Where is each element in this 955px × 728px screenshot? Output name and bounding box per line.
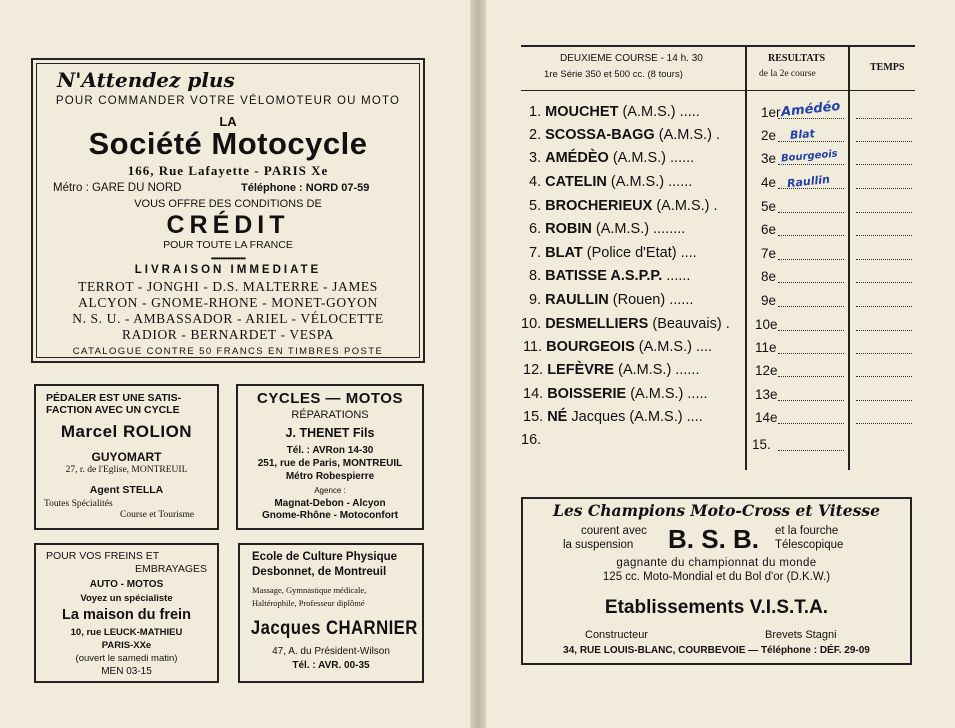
ad-bsb-constructeur: Constructeur (585, 629, 648, 641)
credit-title: CRÉDIT (166, 211, 290, 239)
ad-frein-line4: Voyez un spécialiste (80, 593, 173, 604)
ad-bsb-vista (521, 497, 912, 665)
entry-number: 15. (523, 409, 544, 425)
ad-cycles-phone: Tél. : AVRon 14-30 (286, 445, 374, 456)
result-line (778, 259, 844, 260)
handwritten-result: Blat (789, 127, 816, 142)
temps-line (856, 376, 912, 377)
entry-number: 5. (529, 198, 542, 214)
resultats-sub: de la 2e course (759, 69, 816, 79)
ad-cycles-title: CYCLES — MOTOS (257, 390, 403, 407)
entry-name: BATISSE A.S.P.P. (545, 268, 663, 284)
table-top-rule (521, 45, 915, 47)
entry-club: (A.M.S.) ..... (622, 104, 700, 120)
ad-rolion-line2: FACTION AVEC UN CYCLE (46, 404, 180, 416)
ad-frein-line2: EMBRAYAGES (135, 563, 207, 575)
ad-frein-open: (ouvert le samedi matin) (75, 653, 178, 664)
result-rank: 2e (761, 128, 777, 143)
ad-ecole-culture-physique (238, 543, 424, 683)
entry-name: LEFÈVRE (547, 362, 615, 378)
entry-club: (A.M.S.) . (658, 127, 720, 143)
race-entry (523, 362, 699, 378)
entry-club: (Beauvais) . (652, 316, 730, 332)
entry-club: (A.M.S.) ...... (612, 150, 695, 166)
entry-number: 4. (529, 174, 542, 190)
brand-line: TERROT - JONGHI - D.S. MALTERRE - JAMES (78, 279, 378, 294)
result-line (778, 376, 844, 377)
ad-rolion-spec2: Course et Tourisme (120, 510, 195, 520)
race-entry (529, 268, 690, 284)
entry-name: CATELIN (545, 174, 607, 190)
result-rank: 14e (755, 410, 778, 425)
entry-club: (A.M.S.) ........ (595, 221, 686, 237)
page-gutter (470, 0, 486, 728)
handwritten-result: Bourgeois (780, 148, 839, 165)
phone-info: Téléphone : NORD 07-59 (241, 182, 370, 194)
entry-number: 8. (529, 268, 542, 284)
ad-ecole-line4: Haltérophile, Professeur diplômé (252, 598, 365, 608)
company-name: Société Motocycle (88, 126, 368, 161)
result-line (778, 235, 844, 236)
ad-rolion-shop: GUYOMART (91, 450, 162, 464)
temps-header: TEMPS (870, 62, 905, 73)
temps-line (856, 423, 912, 424)
ad-cycles-brands2: Gnome-Rhône - Motoconfort (261, 510, 399, 521)
temps-line (856, 235, 912, 236)
result-rank: 9e (761, 293, 777, 308)
race-entry (523, 386, 708, 402)
header-bottom-rule (521, 90, 915, 91)
ad-frein-name: La maison du frein (62, 607, 191, 623)
result-rank: 15. (752, 437, 771, 452)
entry-name: NÉ (547, 409, 568, 425)
catalogue-text: CATALOGUE CONTRE 50 FRANCS EN TIMBRES POSTE (72, 346, 384, 357)
result-line (778, 330, 844, 331)
entry-club: ...... (666, 268, 691, 284)
result-line (778, 400, 844, 401)
race-entry (529, 221, 685, 237)
ad-subhead: POUR COMMANDER VOTRE VÉLOMOTEUR OU MOTO (55, 95, 401, 107)
ad-cycles-agence: Agence : (314, 486, 346, 495)
entry-club: Jacques (A.M.S.) .... (571, 409, 703, 425)
ad-ecole-name: Jacques CHARNIER (250, 618, 418, 639)
ad-ecole-line1: Ecole de Culture Physique (252, 551, 398, 563)
entry-number: 10. (521, 316, 542, 332)
result-rank: 10e (755, 317, 778, 332)
entry-club: (A.M.S.) . (656, 198, 718, 214)
ad-ecole-line2: Desbonnet, de Montreuil (252, 566, 387, 578)
entry-name: BLAT (545, 245, 583, 261)
entry-name: DESMELLIERS (545, 316, 649, 332)
course-title: DEUXIEME COURSE - 14 h. 30 (560, 53, 703, 64)
race-entry (529, 104, 700, 120)
ad-ecole-address: 47, A. du Président-Wilson (272, 646, 390, 657)
ad-ecole-line3: Massage, Gymnastique médicale, (252, 585, 367, 595)
entry-name: SCOSSA-BAGG (545, 127, 655, 143)
race-entry (523, 339, 712, 355)
ad-bsb-brevets: Brevets Stagni (765, 629, 837, 641)
result-rank: 12e (755, 363, 778, 378)
ad-bsb-gagnante1: gagnante du championnat du monde (616, 557, 817, 569)
entry-name: BOISSERIE (547, 386, 627, 402)
brand-line: ALCYON - GNOME-RHONE - MONET-GOYON (78, 295, 378, 310)
result-rank: 6e (761, 222, 777, 237)
temps-line (856, 259, 912, 260)
brand-line: RADIOR - BERNARDET - VESPA (122, 327, 334, 342)
temps-line (856, 330, 912, 331)
entry-name: BROCHERIEUX (545, 198, 653, 214)
entry-number: 11. (523, 339, 543, 355)
result-line (778, 164, 844, 165)
ad-frein-address: 10, rue LEUCK-MATHIEU (70, 627, 183, 638)
ad-rolion-name: Marcel ROLION (60, 422, 193, 441)
race-entry (529, 127, 720, 143)
result-rank: 13e (755, 387, 778, 402)
ad-frein-city: PARIS-XXe (101, 640, 152, 651)
ad-bsb-brand: B. S. B. (668, 524, 760, 554)
result-line (778, 450, 844, 451)
ad-cycles-address: 251, rue de Paris, MONTREUIL (257, 458, 403, 469)
temps-line (856, 306, 912, 307)
result-rank: 3e (761, 151, 777, 166)
temps-line (856, 212, 912, 213)
race-entry (521, 432, 541, 448)
entry-club: (A.M.S.) ...... (610, 174, 693, 190)
entry-name: AMÉDÈO (545, 150, 609, 166)
handwritten-result: Raullin (786, 172, 831, 191)
ad-headline: N'Attendez plus (57, 68, 235, 92)
entry-club: (Police d'Etat) .... (586, 245, 697, 261)
ad-la: LA (219, 114, 237, 129)
result-line (778, 212, 844, 213)
entry-name: BOURGEOIS (546, 339, 635, 355)
entry-club: (A.M.S.) ...... (618, 362, 700, 378)
result-line (778, 282, 844, 283)
entry-club: (Rouen) ...... (612, 292, 694, 308)
result-rank: 7e (761, 246, 777, 261)
result-line (778, 306, 844, 307)
ornament-divider: ••••••••••••••••••• (210, 254, 246, 263)
ad-bsb-gagnante2: 125 cc. Moto-Mondial et du Bol d'or (D.K.W.) (602, 571, 831, 583)
column-divider-2 (848, 46, 850, 470)
race-entry (523, 409, 703, 425)
result-line (778, 423, 844, 424)
ad-bsb-courent1: courent avec (581, 525, 647, 537)
result-rank: 5e (761, 199, 777, 214)
temps-line (856, 118, 912, 119)
entry-number: 14. (523, 386, 544, 402)
metro-info: Métro : GARE DU NORD (53, 182, 182, 194)
entry-number: 16. (521, 432, 542, 448)
ad-bsb-title: Les Champions Moto-Cross et Vitesse (553, 501, 880, 520)
ad-frein-line1: POUR VOS FREINS ET (46, 550, 160, 562)
result-line (778, 353, 844, 354)
entry-name: MOUCHET (545, 104, 619, 120)
result-rank: 4e (761, 175, 777, 190)
ad-cycles-repair: RÉPARATIONS (291, 409, 369, 421)
ad-cycles-brands1: Magnat-Debon - Alcyon (274, 498, 386, 509)
temps-line (856, 164, 912, 165)
ad-ecole-phone: Tél. : AVR. 00-35 (292, 660, 370, 671)
ad-cycles-motos (236, 384, 424, 530)
result-rank: 1er (761, 105, 781, 120)
ad-cycles-metro: Métro Robespierre (285, 471, 375, 482)
temps-line (856, 141, 912, 142)
temps-line (856, 282, 912, 283)
temps-line (856, 188, 912, 189)
race-entry (529, 198, 718, 214)
entry-number: 7. (529, 245, 542, 261)
ad-frein-phone: MEN 03-15 (101, 666, 152, 677)
brand-line: N. S. U. - AMBASSADOR - ARIEL - VÉLOCETTE (72, 311, 384, 326)
ad-bsb-fourche2: Télescopique (775, 539, 844, 551)
entry-number: 12. (523, 362, 544, 378)
ad-rolion-line1: PÉDALER EST UNE SATIS- (46, 392, 182, 404)
race-entry (529, 174, 692, 190)
ad-bsb-fourche1: et la fourche (775, 525, 839, 537)
column-divider-1 (745, 46, 747, 470)
livraison-text: LIVRAISON IMMEDIATE (134, 264, 322, 276)
entry-number: 3. (529, 150, 542, 166)
entry-number: 1. (529, 104, 542, 120)
ad-societe-motocycle (31, 58, 425, 363)
ad-rolion-address: 27, r. de l'Eglise, MONTREUIL (65, 465, 188, 475)
resultats-header: RESULTATS (768, 53, 826, 64)
offer-text: VOUS OFFRE DES CONDITIONS DE (134, 198, 322, 210)
entry-club: (A.M.S.) ..... (630, 386, 708, 402)
course-serie: 1re Série 350 et 500 cc. (8 tours) (544, 69, 683, 80)
handwritten-result: Amédéo (780, 98, 842, 121)
ad-marcel-rolion (34, 384, 219, 530)
race-entry (529, 150, 694, 166)
ad-bsb-etablissements: Etablissements V.I.S.T.A. (604, 597, 829, 618)
entry-number: 6. (529, 221, 542, 237)
ad-cycles-name: J. THENET Fils (285, 426, 375, 440)
race-entry (521, 316, 730, 332)
entry-name: RAULLIN (545, 292, 609, 308)
entry-number: 9. (529, 292, 542, 308)
temps-line (856, 400, 912, 401)
result-rank: 11e (755, 340, 777, 355)
ad-bsb-courent2: la suspension (563, 539, 634, 551)
ad-frein-line3: AUTO - MOTOS (89, 579, 164, 590)
credit-subtitle: POUR TOUTE LA FRANCE (163, 239, 293, 251)
company-address: 166, Rue Lafayette - PARIS Xe (127, 163, 329, 178)
ad-bsb-address: 34, RUE LOUIS-BLANC, COURBEVOIE — Téléphone : DÉF. 29-09 (563, 645, 870, 656)
result-rank: 8e (761, 269, 777, 284)
race-entry (529, 292, 693, 308)
result-line (778, 141, 844, 142)
temps-line (856, 353, 912, 354)
ad-inner-frame (36, 63, 420, 358)
ad-maison-du-frein (34, 543, 219, 683)
entry-club: (A.M.S.) .... (638, 339, 713, 355)
entry-number: 2. (529, 127, 542, 143)
entry-name: ROBIN (545, 221, 592, 237)
ad-rolion-agent: Agent STELLA (89, 484, 164, 496)
race-entry (529, 245, 697, 261)
ad-rolion-spec1: Toutes Spécialités (44, 499, 113, 509)
